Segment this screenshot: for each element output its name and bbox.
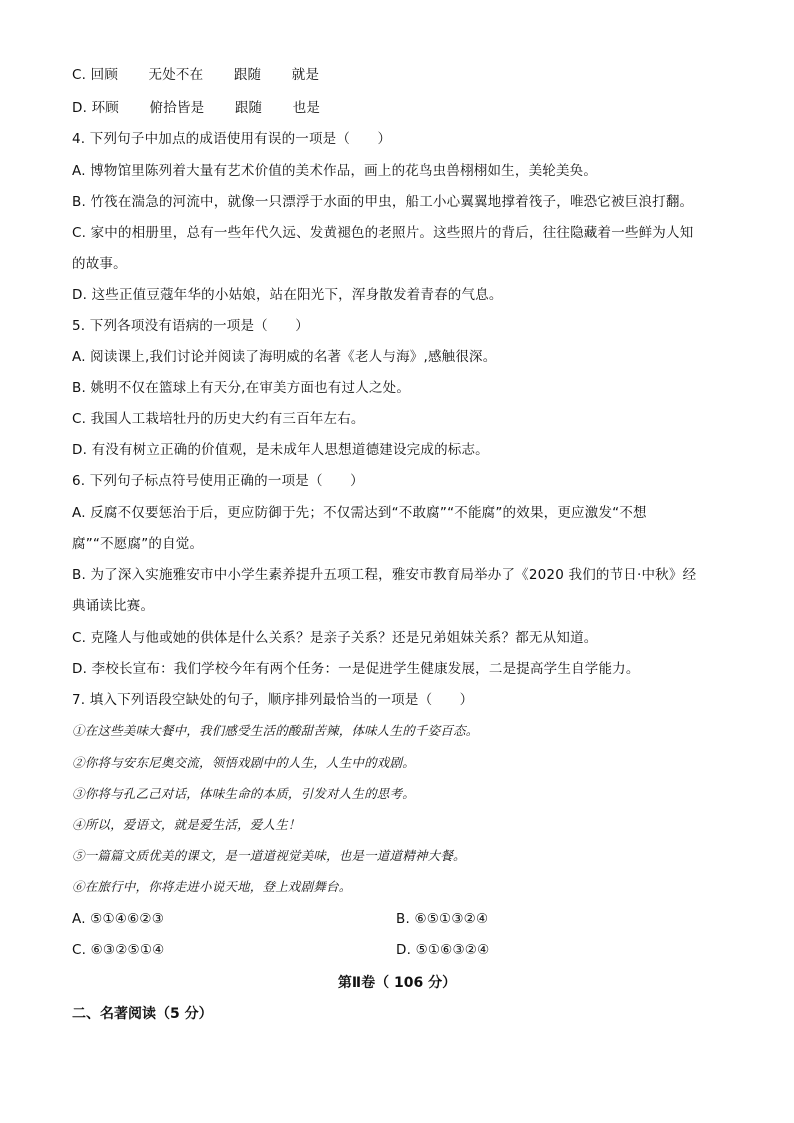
sentence-6: ⑥在旅行中，你将走进小说天地，登上戏剧舞台。 — [72, 879, 352, 894]
question-4-option-b: B. 竹筏在湍急的河流中，就像一只漂浮于水面的甲虫，船工小心翼翼地撑着筏子，唯恐它被巨浪打翻。 — [72, 194, 694, 210]
option-word: 俯拾皆是 — [149, 100, 205, 116]
option-label: C. — [72, 67, 87, 83]
part-2-title: 第Ⅱ卷（ 106 分） — [337, 975, 457, 991]
question-5: 5. 下列各项没有语病的一项是（ ） — [72, 318, 309, 334]
sentence-2: ②你将与安东尼奥交流，领悟戏剧中的人生，人生中的戏剧。 — [72, 755, 415, 770]
question-4-option-c: C. 家中的相册里，总有一些年代久远、发黄褪色的老照片。这些照片的背后，往往隐藏着一些鲜为人知 — [72, 225, 694, 241]
question-7: 7. 填入下列语段空缺处的句子，顺序排列最恰当的一项是（ ） — [72, 692, 474, 708]
section-2-heading: 二、名著阅读（5 分） — [72, 1006, 213, 1022]
question-5-option-b: B. 姚明不仅在篮球上有天分,在审美方面也有过人之处。 — [72, 380, 411, 396]
question-4-option-a: A. 博物馆里陈列着大量有艺术价值的美术作品，画上的花鸟虫兽栩栩如生，美轮美奂。 — [72, 163, 598, 179]
option-word: 环顾 — [91, 100, 119, 116]
question-6-option-d: D. 李校长宣布：我们学校今年有两个任务：一是促进学生健康发展，二是提高学生自学能力。 — [72, 661, 640, 677]
sentence-5: ⑤一篇篇文质优美的课文，是一道道视觉美味，也是一道道精神大餐。 — [72, 848, 466, 863]
question-5-option-d: D. 有没有树立正确的价值观，是未成年人思想道德建设完成的标志。 — [72, 442, 489, 458]
sentence-1: ①在这些美味大餐中，我们感受生活的酸甜苦辣，体味人生的千姿百态。 — [72, 723, 479, 738]
option-word: 无处不在 — [148, 67, 204, 83]
question-4-option-d: D. 这些正值豆蔻年华的小姑娘，站在阳光下，浑身散发着青春的气息。 — [72, 287, 503, 303]
option-word: 就是 — [291, 67, 320, 83]
question-7-option-c: C. ⑥③②⑤①④ — [72, 942, 165, 958]
option-c-row — [72, 66, 319, 84]
option-word: 也是 — [292, 100, 321, 116]
option-label: D. — [72, 100, 88, 116]
question-4-option-c-cont: 的故事。 — [72, 256, 127, 272]
question-7-option-b: B. ⑥⑤①③②④ — [396, 911, 489, 927]
question-6-option-b-cont: 典诵读比赛。 — [72, 598, 155, 614]
question-6-option-a: A. 反腐不仅要惩治于后，更应防御于先；不仅需达到“不敢腐”“不能腐”的效果，更应激发“不想 — [72, 505, 647, 521]
question-5-option-c: C. 我国人工栽培牡丹的历史大约有三百年左右。 — [72, 411, 365, 427]
question-7-option-d: D. ⑤①⑥③②④ — [396, 942, 490, 958]
option-word: 跟随 — [233, 67, 262, 83]
question-6: 6. 下列句子标点符号使用正确的一项是（ ） — [72, 473, 364, 489]
sentence-4: ④所以，爱语文，就是爱生活，爱人生！ — [72, 817, 301, 832]
sentence-3: ③你将与孔乙己对话，体味生命的本质，引发对人生的思考。 — [72, 786, 415, 801]
question-6-option-c: C. 克隆人与他或她的供体是什么关系？是亲子关系？还是兄弟姐妹关系？都无从知道。 — [72, 630, 598, 646]
option-word: 回顾 — [90, 67, 119, 83]
option-word: 跟随 — [234, 100, 263, 116]
question-6-option-a-cont: 腐”“不愿腐”的自觉。 — [72, 536, 204, 552]
question-4: 4. 下列句子中加点的成语使用有误的一项是（ ） — [72, 131, 392, 147]
question-5-option-a: A. 阅读课上,我们讨论并阅读了海明威的名著《老人与海》,感触很深。 — [72, 349, 497, 365]
question-6-option-b: B. 为了深入实施雅安市中小学生素养提升五项工程，雅安市教育局举办了《2020 我们的节日·中秋》经 — [72, 567, 697, 583]
question-7-option-a: A. ⑤①④⑥②③ — [72, 911, 164, 927]
option-d-row — [72, 99, 320, 117]
